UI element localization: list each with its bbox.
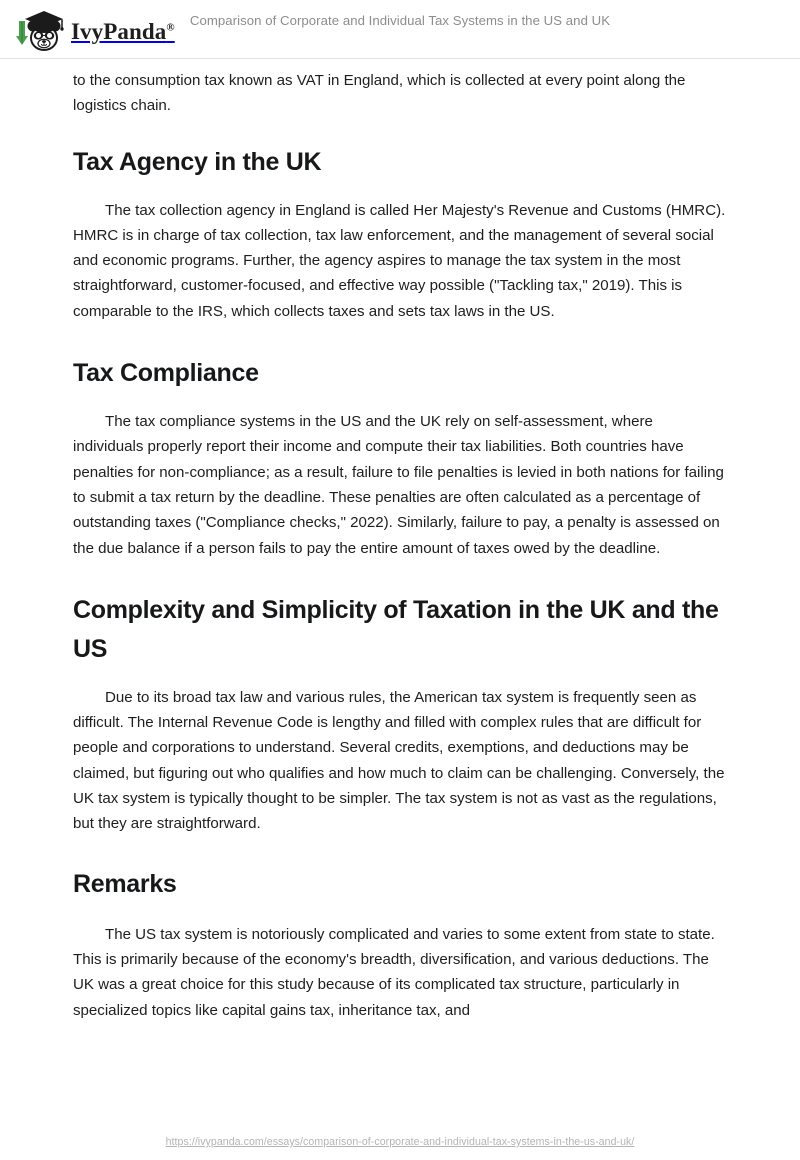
paragraph-tax-compliance [73,409,727,561]
registered-trademark-mark: ® [166,20,175,33]
heading-remarks: Remarks [73,869,177,898]
paragraph-complexity-simplicity [73,685,727,837]
header-divider [0,58,800,59]
paragraph-text: The US tax system is notoriously complicated and varies to some extent from state to state. This is primarily because of the economy's breadth, diversification, and various deductions. The UK was a great choice for this study because of its complicated tax structure, particularly in specialized topics like capital gains tax, inheritance tax, and [73,925,715,1019]
paragraph-text: Due to its broad tax law and various rules, the American tax system is frequently seen as difficult. The Internal Revenue Code is lengthy and filled with complex rules that are difficult for people and corporations to understand. Several credits, exemptions, and deductions may be claimed, but figuring out who qualifies and how much to claim can be challenging. Conversely, the UK tax system is typically thought to be simpler. The tax system is not as vast as the regulations, but they are straightforward. [73,688,725,833]
brand-name-text: IvyPanda [71,18,167,44]
heading-tax-agency-uk: Tax Agency in the UK [73,147,322,176]
document-title-header: Comparison of Corporate and Individual Tax Systems in the US and UK [189,13,611,28]
page-header [0,0,800,59]
paragraph-tax-agency-uk [73,198,727,324]
heading-complexity-simplicity: Complexity and Simplicity of Taxation in the UK and the US [73,595,719,663]
spacer [73,669,727,685]
spacer [73,324,727,354]
heading-tax-compliance: Tax Compliance [73,359,259,388]
paragraph-text: The tax compliance systems in the US and the UK rely on self-assessment, where individuals properly report their income and compute their tax liabilities. Both countries have penalties for non-compliance; as a result, failure to file penalties is levied in both nations for failing to submit a tax return by the deadline. These penalties are often calculated as a percentage of outstanding taxes ("Compliance checks," 2022). Similarly, failure to pay, a penalty is assessed on the due balance if a person fails to pay the entire amount of taxes owed by the deadline. [73,413,724,557]
continued-paragraph: to the consumption tax known as VAT in England, which is collected at every point along the logistics chain. [73,72,686,115]
paragraph-remarks [73,922,727,1023]
spacer [73,837,727,865]
document-body [73,68,727,1023]
source-url-link[interactable]: https://ivypanda.com/essays/comparison-of-corporate-and-individual-tax-systems-in-the-us-and-uk/ [165,1136,635,1148]
spacer [73,904,727,922]
paragraph-text: The tax collection agency in England is called Her Majesty's Revenue and Customs (HMRC). HMRC is in charge of tax collection, tax law enforcement, and the management of several social and economic programs. Further, the agency aspires to manage the tax system in the most straightforward, customer-focused, and effective way possible ("Tackling tax," 2019). This is comparable to the IRS, which collects taxes and sets tax laws in the US. [73,201,726,320]
spacer [73,393,727,409]
spacer [73,561,727,591]
spacer [73,182,727,198]
page-footer [0,1132,800,1150]
spacer [73,119,727,143]
